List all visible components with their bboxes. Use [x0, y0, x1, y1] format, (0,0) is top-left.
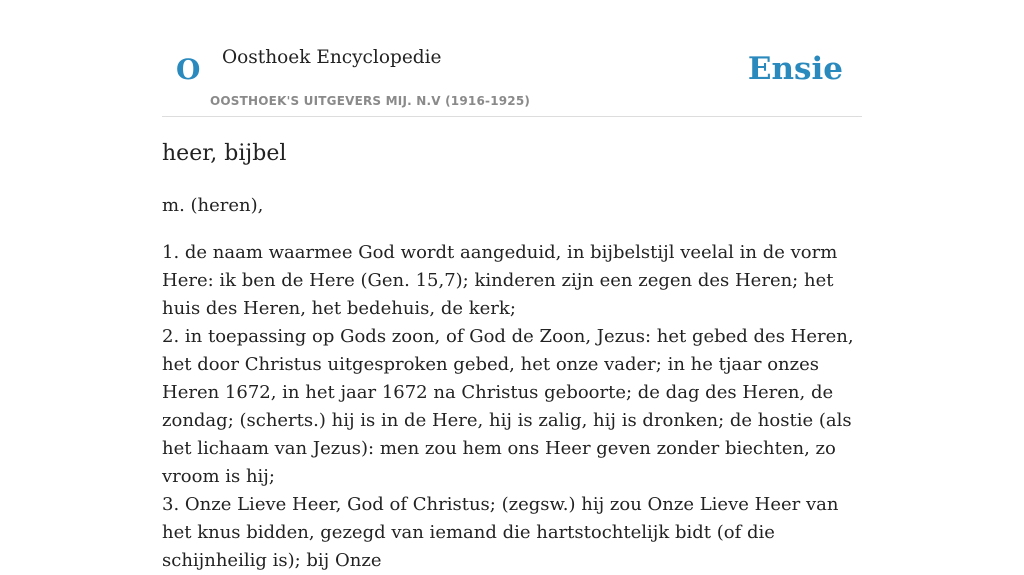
definition-item: 1. de naam waarmee God wordt aangeduid, in bijbelstijl veelal in de vorm Here: ik ben de Here (Gen. 15,7); kinderen zijn een zegen des Heren; het huis des Heren, het bedehuis, de kerk; [162, 242, 838, 319]
publisher-subtitle: OOSTHOEK'S UITGEVERS MIJ. N.V (1916-1925) [210, 94, 531, 108]
entry-definitions [162, 239, 862, 575]
page [162, 0, 862, 571]
definition-item: 3. Onze Lieve Heer, God of Christus; (zegsw.) hij zou Onze Lieve Heer van het knus bidden, gezegd van iemand die hartstochtelijk bidt (of die schijnheilig is); bij Onze [162, 494, 839, 571]
entry-title: heer, bijbel [162, 141, 287, 166]
definition-item: 2. in toepassing op Gods zoon, of God de Zoon, Jezus: het gebed des Heren, het door Christus uitgesproken gebed, het onze vader; in he tjaar onzes Heren 1672, in het jaar 1672 na Christus geboorte; de dag des Heren, de zondag; (scherts.) hij is in de Here, hij is zalig, hij is dronken; de hostie (als het lichaam van Jezus): men zou hem ons Heer geven zonder biechten, zo vroom is hij; [162, 326, 854, 487]
site-header [162, 0, 862, 117]
letter-index-link[interactable]: O [176, 53, 201, 86]
ensie-logo-link[interactable]: Ensie [747, 51, 843, 87]
entry-grammar: m. (heren), [162, 195, 264, 216]
encyclopedia-title[interactable]: Oosthoek Encyclopedie [222, 47, 442, 68]
